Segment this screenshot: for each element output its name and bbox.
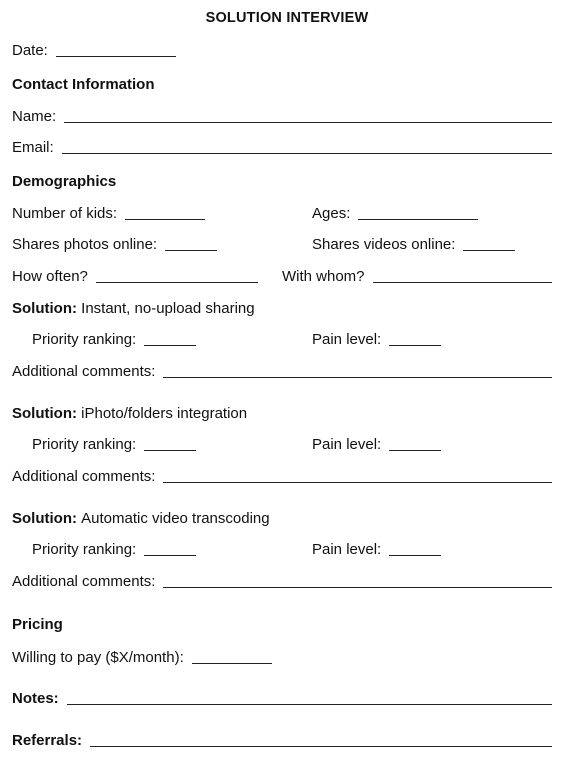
videos-row xyxy=(312,236,515,254)
form-title: SOLUTION INTERVIEW xyxy=(205,10,369,26)
solution-2-priority-label: Priority ranking: xyxy=(32,436,137,453)
solution-1-comments-label: Additional comments: xyxy=(12,363,156,380)
solution-1-pain-label: Pain level: xyxy=(312,331,382,348)
solution-3-name: Automatic video transcoding xyxy=(81,510,270,527)
solution-3-comments-row xyxy=(12,573,552,591)
whom-row xyxy=(282,268,552,286)
solution-1-prefix: Solution: xyxy=(12,300,77,317)
whom-label: With whom? xyxy=(282,268,365,285)
solution-2-name: iPhoto/folders integration xyxy=(81,405,248,422)
solution-3-prefix: Solution: xyxy=(12,510,77,527)
solution-2-pain-row xyxy=(312,436,441,454)
photos-row xyxy=(12,236,217,254)
notes-row xyxy=(12,690,552,708)
whom-field[interactable] xyxy=(373,282,552,283)
solution-2-comments-label: Additional comments: xyxy=(12,468,156,485)
ages-label: Ages: xyxy=(312,205,351,222)
notes-label: Notes: xyxy=(12,690,59,707)
solution-2-priority-row xyxy=(32,436,196,454)
contact-heading: Contact Information xyxy=(12,76,155,93)
solution-1-comments-row xyxy=(12,363,552,381)
often-label: How often? xyxy=(12,268,88,285)
solution-3-priority-label: Priority ranking: xyxy=(32,541,137,558)
ages-field[interactable] xyxy=(358,219,478,220)
referrals-label: Referrals: xyxy=(12,732,83,749)
solution-3-comments-field[interactable] xyxy=(163,587,552,588)
willing-label: Willing to pay ($X/month): xyxy=(12,649,184,666)
email-field[interactable] xyxy=(62,153,552,154)
notes-field[interactable] xyxy=(67,704,552,705)
willing-field[interactable] xyxy=(192,663,272,664)
willing-row xyxy=(12,649,272,667)
solution-2-priority-field[interactable] xyxy=(144,450,196,451)
pricing-heading: Pricing xyxy=(12,616,63,633)
photos-label: Shares photos online: xyxy=(12,236,158,253)
solution-2-pain-field[interactable] xyxy=(389,450,441,451)
email-label: Email: xyxy=(12,139,54,156)
solution-3-pain-row xyxy=(312,541,441,559)
solution-1-comments-field[interactable] xyxy=(163,377,552,378)
kids-label: Number of kids: xyxy=(12,205,118,222)
solution-2-comments-field[interactable] xyxy=(163,482,552,483)
solution-1-name: Instant, no-upload sharing xyxy=(81,300,255,317)
videos-label: Shares videos online: xyxy=(312,236,456,253)
solution-3-pain-field[interactable] xyxy=(389,555,441,556)
date-row xyxy=(12,42,176,60)
solution-2-comments-row xyxy=(12,468,552,486)
solution-1-priority-field[interactable] xyxy=(144,345,196,346)
referrals-field[interactable] xyxy=(90,746,552,747)
solution-1-pain-field[interactable] xyxy=(389,345,441,346)
solution-3-priority-row xyxy=(32,541,196,559)
solution-2-prefix: Solution: xyxy=(12,405,77,422)
solution-1-pain-row xyxy=(312,331,441,349)
demographics-heading: Demographics xyxy=(12,173,117,190)
kids-field[interactable] xyxy=(125,219,205,220)
solution-3-comments-label: Additional comments: xyxy=(12,573,156,590)
often-field[interactable] xyxy=(96,282,258,283)
date-label: Date: xyxy=(12,42,48,59)
photos-field[interactable] xyxy=(165,250,217,251)
date-field[interactable] xyxy=(56,56,176,57)
solution-1-priority-row xyxy=(32,331,196,349)
kids-row xyxy=(12,205,205,223)
name-field[interactable] xyxy=(64,122,552,123)
solution-3-pain-label: Pain level: xyxy=(312,541,382,558)
ages-row xyxy=(312,205,478,223)
solution-2-pain-label: Pain level: xyxy=(312,436,382,453)
name-label: Name: xyxy=(12,108,57,125)
referrals-row xyxy=(12,732,552,750)
solution-3-title xyxy=(12,510,552,528)
solution-2-title xyxy=(12,405,552,423)
email-row xyxy=(12,139,552,157)
videos-field[interactable] xyxy=(463,250,515,251)
often-row xyxy=(12,268,258,286)
solution-3-priority-field[interactable] xyxy=(144,555,196,556)
name-row xyxy=(12,108,552,126)
solution-1-priority-label: Priority ranking: xyxy=(32,331,137,348)
solution-1-title xyxy=(12,300,552,318)
